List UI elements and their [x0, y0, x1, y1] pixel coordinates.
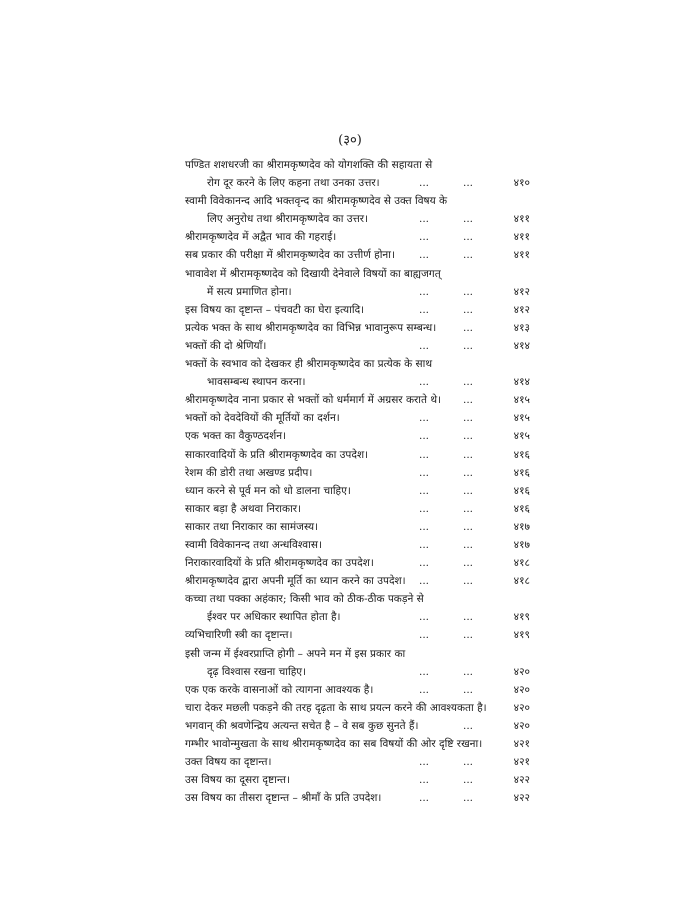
toc-entry [185, 337, 530, 355]
toc-entry [185, 717, 530, 735]
toc-entry [185, 228, 530, 246]
toc-page-number: ४२२ [513, 774, 530, 787]
toc-page-number: ४१२ [513, 303, 530, 316]
toc-entry-title: ईश्वर पर अधिकार स्थापित होता है। [207, 611, 341, 624]
toc-entry-title: व्यभिचारिणी स्त्री का दृष्टान्त। [185, 629, 293, 642]
toc-leader-dots: ... [419, 611, 430, 624]
toc-entry-title: ध्यान करने से पूर्व मन को धो डालना चाहिए। [185, 484, 351, 497]
toc-page-number: ४१४ [513, 376, 530, 389]
toc-leader-dots: ... [419, 339, 430, 352]
toc-leader-dots: ... [419, 792, 430, 805]
toc-page-number: ४१८ [513, 575, 530, 588]
toc-entry-title: कच्चा तथा पक्का अहंकार; किसी भाव को ठीक-ठीक पकड़ने से [185, 593, 424, 606]
toc-leader-dots: ... [419, 665, 430, 678]
toc-page-number: ४१४ [513, 339, 530, 352]
toc-entry [185, 536, 530, 554]
toc-entry [185, 464, 530, 482]
toc-entry-title: भक्तों को देवदेवियों की मूर्तियों का दर्शन। [185, 412, 340, 425]
toc-entry-title: साकार बड़ा है अथवा निराकार। [185, 502, 302, 515]
toc-leader-dots: ... [463, 520, 474, 533]
toc-leader-dots: ... [419, 774, 430, 787]
toc-leader-dots: ... [419, 520, 430, 533]
toc-page-number: ४१६ [513, 484, 530, 497]
toc-entry-title: भावसम्बन्ध स्थापन करना। [207, 376, 306, 389]
toc-leader-dots: ... [463, 412, 474, 425]
toc-entry-title: एक एक करके वासनाओं को त्यागना आवश्यक है। [185, 683, 374, 696]
toc-entry [185, 590, 530, 608]
toc-page-number: ४११ [513, 231, 530, 244]
toc-entry [185, 681, 530, 699]
toc-leader-dots: ... [463, 611, 474, 624]
toc-entry [185, 391, 530, 409]
toc-entry-title: प्रत्येक भक्त के साथ श्रीरामकृष्णदेव का विभिन्न भावानुरूप सम्बन्ध। [185, 321, 437, 334]
toc-leader-dots: ... [419, 177, 430, 190]
toc-leader-dots: ... [463, 213, 474, 226]
toc-leader-dots: ... [463, 484, 474, 497]
toc-leader-dots: ... [463, 719, 474, 732]
toc-page-number: ४१९ [513, 629, 530, 642]
toc-entry-continuation [185, 373, 530, 391]
toc-entry-continuation [185, 608, 530, 626]
toc-leader-dots: ... [419, 231, 430, 244]
toc-leader-dots: ... [463, 557, 474, 570]
toc-entry [185, 789, 530, 807]
toc-leader-dots: ... [463, 448, 474, 461]
toc-leader-dots: ... [419, 466, 430, 479]
toc-entry-title: पण्डित शशधरजी का श्रीरामकृष्णदेव को योगशक्ति की सहायता से [185, 159, 433, 171]
toc-page-number: ४२१ [513, 756, 530, 769]
toc-entry-title: साकारवादियों के प्रति श्रीरामकृष्णदेव का उपदेश। [185, 448, 369, 461]
toc-page-number: ४१७ [513, 520, 530, 533]
toc-leader-dots: ... [463, 303, 474, 316]
toc-entry [185, 735, 530, 753]
toc-entry-title: भावावेश में श्रीरामकृष्णदेव को दिखायी देनेवाले विषयों का बाह्यजगत् [185, 267, 441, 280]
toc-entry [185, 500, 530, 518]
toc-leader-dots: ... [419, 249, 430, 262]
toc-leader-dots: ... [463, 376, 474, 389]
toc-entry-title: सब प्रकार की परीक्षा में श्रीरामकृष्णदेव का उत्तीर्ण होना। [185, 249, 395, 262]
toc-entry-title: एक भक्त का वैकुण्ठदर्शन। [185, 430, 287, 443]
toc-leader-dots: ... [463, 575, 474, 588]
toc-entry [185, 409, 530, 427]
toc-leader-dots: ... [463, 394, 474, 407]
toc-page-number: ४१५ [513, 394, 530, 407]
toc-entry [185, 554, 530, 572]
toc-page-number: ४१६ [513, 448, 530, 461]
toc-entry [185, 192, 530, 210]
toc-entry-title: श्रीरामकृष्णदेव में अद्वैत भाव की गहराई। [185, 231, 337, 244]
toc-entry [185, 446, 530, 464]
toc-entry-title: गम्भीर भावोन्मुखता के साथ श्रीरामकृष्णदेव का सब विषयों की ओर दृष्टि रखना। [185, 738, 483, 750]
toc-page-number: ४१६ [513, 502, 530, 515]
toc-entry [185, 482, 530, 500]
toc-leader-dots: ... [419, 303, 430, 316]
toc-leader-dots: ... [463, 231, 474, 244]
toc-entry-title: भगवान् की श्रवणेन्द्रिय अत्यन्त सचेत है – वे सब कुछ सुनते हैं। [185, 719, 419, 732]
toc-entry-title: इस विषय का दृष्टान्त – पंचवटी का घेरा इत्यादि। [185, 303, 365, 316]
toc-entry-title: रोग दूर करने के लिए कहना तथा उनका उत्तर। [207, 177, 380, 190]
toc-leader-dots: ... [463, 177, 474, 190]
toc-leader-dots: ... [419, 484, 430, 497]
toc-leader-dots: ... [463, 774, 474, 787]
toc-entry-title: स्वामी विवेकानन्द आदि भक्तवृन्द का श्रीरामकृष्णदेव से उक्त विषय के [185, 195, 448, 208]
toc-page-number: ४२० [513, 719, 530, 732]
toc-leader-dots: ... [419, 430, 430, 443]
toc-entry-title: स्वामी विवेकानन्द तथा अन्धविश्वास। [185, 538, 322, 551]
toc-entry-title: भक्तों के स्वभाव को देखकर ही श्रीरामकृष्णदेव का प्रत्येक के साथ [185, 358, 433, 371]
toc-page-number: ४१५ [513, 430, 530, 443]
toc-leader-dots: ... [463, 665, 474, 678]
toc-leader-dots: ... [419, 575, 430, 588]
toc-leader-dots: ... [419, 502, 430, 515]
toc-entry-title: दृढ़ विश्वास रखना चाहिए। [207, 665, 307, 678]
toc-leader-dots: ... [463, 502, 474, 515]
toc-page-number: ४११ [513, 213, 530, 226]
toc-leader-dots: ... [463, 756, 474, 769]
toc-leader-dots: ... [419, 376, 430, 389]
toc-page-number: ४२१ [513, 738, 530, 750]
toc-page-number: ४१७ [513, 538, 530, 551]
toc-entry [185, 771, 530, 789]
toc-page-number: ४११ [513, 249, 530, 262]
toc-page-number: ४१६ [513, 466, 530, 479]
toc-leader-dots: ... [419, 285, 430, 298]
toc-leader-dots: ... [463, 339, 474, 352]
toc-page-number: ४२० [513, 665, 530, 678]
toc-entry [185, 319, 530, 337]
toc-entry-title: उस विषय का दूसरा दृष्टान्त। [185, 774, 291, 787]
toc-entry-continuation [185, 210, 530, 228]
toc-entry [185, 246, 530, 264]
toc-leader-dots: ... [419, 213, 430, 226]
toc-page-number: ४१३ [513, 321, 530, 334]
toc-page-number: ४१२ [513, 285, 530, 298]
toc-entry [185, 518, 530, 536]
toc-entry [185, 699, 530, 717]
toc-leader-dots: ... [463, 792, 474, 805]
toc-entry [185, 645, 530, 663]
toc-leader-dots: ... [419, 448, 430, 461]
toc-entry-title: इसी जन्म में ईश्वरप्राप्ति होगी – अपने मन में इस प्रकार का [185, 647, 406, 660]
toc-entry [185, 301, 530, 319]
toc-leader-dots: ... [463, 285, 474, 298]
toc-page-number: ४२२ [513, 792, 530, 805]
toc-leader-dots: ... [463, 430, 474, 443]
toc-entry-title: लिए अनुरोध तथा श्रीरामकृष्णदेव का उत्तर। [207, 213, 369, 226]
page-number: (३०) [338, 133, 362, 148]
toc-leader-dots: ... [419, 538, 430, 551]
toc-entry-title: उस विषय का तीसरा दृष्टान्त – श्रीमाँ के प्रति उपदेश। [185, 792, 382, 805]
toc-entry-title: उक्त विषय का दृष्टान्त। [185, 756, 272, 769]
toc-page-number: ४१० [513, 177, 530, 190]
toc-leader-dots: ... [419, 756, 430, 769]
toc-page-number: ४१५ [513, 412, 530, 425]
toc-page-number: ४१९ [513, 611, 530, 624]
toc-page-number: ४१८ [513, 557, 530, 570]
toc-entry [185, 572, 530, 590]
toc-page-number: ४२० [513, 701, 530, 714]
toc-leader-dots: ... [419, 412, 430, 425]
toc-entry-title: श्रीरामकृष्णदेव द्वारा अपनी मूर्ति का ध्यान करने का उपदेश। [185, 575, 406, 588]
toc-leader-dots: ... [463, 538, 474, 551]
toc-entry-continuation [185, 283, 530, 301]
toc-leader-dots: ... [419, 557, 430, 570]
toc-entry [185, 753, 530, 771]
toc-leader-dots: ... [463, 466, 474, 479]
toc-leader-dots: ... [419, 683, 430, 696]
toc-entry-continuation [185, 663, 530, 681]
toc-entry-title: रेशम की डोरी तथा अखण्ड प्रदीप। [185, 466, 313, 479]
toc-entry [185, 156, 530, 174]
toc-entry-title: साकार तथा निराकार का सामंजस्य। [185, 520, 319, 533]
toc-leader-dots: ... [463, 249, 474, 262]
toc-entry-continuation [185, 174, 530, 192]
toc-entry [185, 427, 530, 445]
toc-entry-title: चारा देकर मछली पकड़ने की तरह दृढ़ता के साथ प्रयत्न करने की आवश्यकता है। [185, 701, 487, 714]
toc-entry-title: श्रीरामकृष्णदेव नाना प्रकार से भक्तों को धर्ममार्ग में अग्रसर कराते थे। [185, 394, 442, 407]
toc-entry-title: भक्तों की दो श्रेणियाँ। [185, 339, 267, 352]
toc-leader-dots: ... [463, 321, 474, 334]
toc-entry [185, 626, 530, 644]
toc-page-number: ४२० [513, 683, 530, 696]
toc-entry-title: में सत्य प्रमाणित होना। [207, 285, 292, 298]
toc-entry [185, 265, 530, 283]
toc-entry-title: निराकारवादियों के प्रति श्रीरामकृष्णदेव का उपदेश। [185, 557, 374, 570]
toc-entry [185, 355, 530, 373]
toc-leader-dots: ... [419, 629, 430, 642]
toc-leader-dots: ... [463, 629, 474, 642]
toc-leader-dots: ... [463, 683, 474, 696]
table-of-contents [185, 156, 530, 807]
